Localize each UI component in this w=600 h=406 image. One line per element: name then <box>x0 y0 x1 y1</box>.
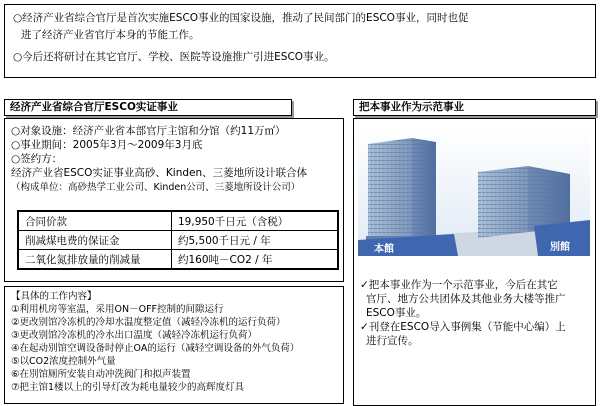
list-item: ③更改别馆冷冻机的冷水出口温度（减轻冷冻机运行负荷） <box>11 330 258 341</box>
demo-line-5: 进行宣传。 <box>366 335 419 347</box>
demo-line-1: ✓把本事业作为一个示范事业，今后在其它 <box>360 279 558 291</box>
demonstration-header: 把本事业作为示范事业 <box>353 99 596 116</box>
table-row <box>18 231 338 250</box>
intro-line-1: ○经济产业省综合官厅是首次实施ESCO事业的国家设施，推动了民间部门的ESCO事业，同时也促 <box>13 12 469 24</box>
esco-project-header: 经济产业省综合官厅ESCO实证事业 <box>4 99 292 116</box>
table-cell: 合同价款 <box>18 211 172 231</box>
demo-line-3: ESCO事业。 <box>366 307 427 319</box>
intro-line-2: 进了经济产业省官厅本身的节能工作。 <box>21 29 200 41</box>
esco-project-details <box>4 118 344 282</box>
contractor-label: ○签约方： <box>11 153 63 165</box>
demonstration-box <box>353 118 596 406</box>
list-item: ⑦把主馆1楼以上的引导灯改为耗电量较少的高辉度灯具 <box>11 382 245 393</box>
intro-box <box>4 4 596 78</box>
main-building-label: 本館 <box>374 244 394 255</box>
table-row <box>18 211 338 231</box>
list-item: ⑥在別馆厕所安装自动冲洗阀门和拟声装置 <box>11 369 191 380</box>
demo-line-4: ✓刊登在ESCO导入事例集（节能中心编）上 <box>360 321 566 333</box>
list-item: ④在起动别馆空调设备时停止OA的运行（减轻空调设备的外气负荷） <box>11 343 300 354</box>
tasks-box <box>4 286 344 404</box>
main-building <box>366 138 438 246</box>
tasks-title: 【具体的工作内容】 <box>11 291 97 302</box>
table-row <box>18 250 338 270</box>
annex-building-label: 別館 <box>550 242 570 253</box>
target-facility: ○对象设施：经济产业省本部官厅主馆和分馆（约11万㎡） <box>11 125 286 137</box>
project-period: ○事业期间：2005年3月～2009年3月底 <box>11 139 203 151</box>
list-item: ①利用机房等室温，采用ON－OFF控制的间隙运行 <box>11 304 224 315</box>
contract-table <box>17 210 339 270</box>
table-cell: 约160吨－CO2 / 年 <box>172 250 339 270</box>
list-item: ⑤以CO2浓度控制外气量 <box>11 356 116 367</box>
contractor-consortium: 经济产业省ESCO实证事业高砂、Kinden、三菱地所设计联合体 <box>11 167 308 179</box>
demo-line-2: 官厅、地方公共团体及其他业务大楼等推广 <box>366 293 566 305</box>
table-cell: 约5,500千日元 / 年 <box>172 231 339 250</box>
buildings-illustration <box>358 128 590 256</box>
table-cell: 19,950千日元（含税） <box>172 211 339 231</box>
list-item: ②更改别馆冷冻机的冷却水温度整定值（减轻冷冻机的运行负荷） <box>11 317 286 328</box>
intro-line-3: ○今后还将研讨在其它官厅、学校、医院等设施推广引进ESCO事业。 <box>13 51 335 63</box>
contractor-members: （构成单位：高砂热学工业公司、Kinden公司、三菱地所设计公司） <box>11 182 301 193</box>
table-cell: 削减煤电费的保证金 <box>18 231 172 250</box>
table-cell: 二氧化氮排放量的削减量 <box>18 250 172 270</box>
